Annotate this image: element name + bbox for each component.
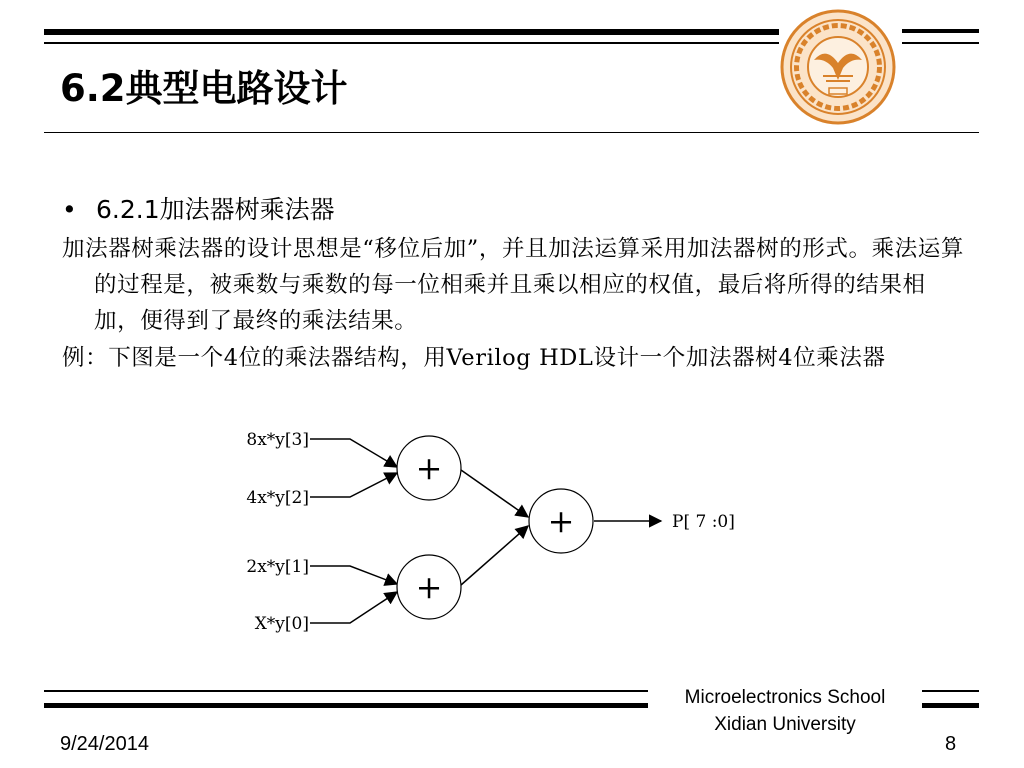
input-wire-2 xyxy=(310,473,397,497)
stage2-wire-bottom xyxy=(461,526,528,585)
adder-tree-diagram xyxy=(215,420,775,645)
footer-rule-thin-right xyxy=(922,690,979,692)
footer-date: 9/24/2014 xyxy=(60,733,149,755)
bullet-heading xyxy=(62,190,335,226)
footer-page-number: 8 xyxy=(945,733,957,755)
adder-final-symbol: + xyxy=(547,502,575,540)
input-wire-3 xyxy=(310,566,397,584)
slide-title: 6.2典型电路设计 xyxy=(60,67,348,110)
footer-school-line1: Microelectronics School xyxy=(684,687,886,708)
university-seal-logo xyxy=(779,8,897,126)
paragraph-example: 例：下图是一个4位的乘法器结构，用Verilog HDL设计一个加法器树4位乘法器 xyxy=(62,345,886,371)
footer-rule-thin-left xyxy=(44,690,648,692)
input-label-4x-y2: 4x*y[2] xyxy=(246,488,309,508)
input-label-2x-y1: 2x*y[1] xyxy=(246,557,309,577)
footer-rule-thick-left xyxy=(44,703,648,708)
footer-rule-thick-right xyxy=(922,703,979,708)
paragraph-design-idea: 加法器树乘法器的设计思想是“移位后加”，并且加法运算采用加法器树的形式。乘法运算的过程是，被乘数与乘数的每一位相乘并且乘以相应的权值，最后将所得的结果相加，便得到了最终的乘法结果。 xyxy=(62,236,965,334)
header-rule-right-thin xyxy=(902,42,979,44)
header-rule-thin-top xyxy=(44,42,779,44)
header-rule-right-thick xyxy=(902,29,979,33)
adder-bottom-symbol: + xyxy=(415,568,443,606)
header-rule-thick-top xyxy=(44,29,779,35)
input-wire-4 xyxy=(310,592,397,623)
bullet-text: 6.2.1加法器树乘法器 xyxy=(96,195,335,224)
title-underline-rule xyxy=(44,132,979,133)
bullet-marker: • xyxy=(62,195,77,224)
stage2-wire-top xyxy=(461,470,528,517)
input-wire-1 xyxy=(310,439,397,467)
adder-top-symbol: + xyxy=(415,449,443,487)
footer-school-line2: Xidian University xyxy=(714,714,856,735)
input-label-8x-y3: 8x*y[3] xyxy=(246,430,309,450)
footer-school xyxy=(650,684,920,738)
output-label: P[ 7 :0] xyxy=(672,512,735,532)
input-label-x-y0: X*y[0] xyxy=(254,614,309,634)
